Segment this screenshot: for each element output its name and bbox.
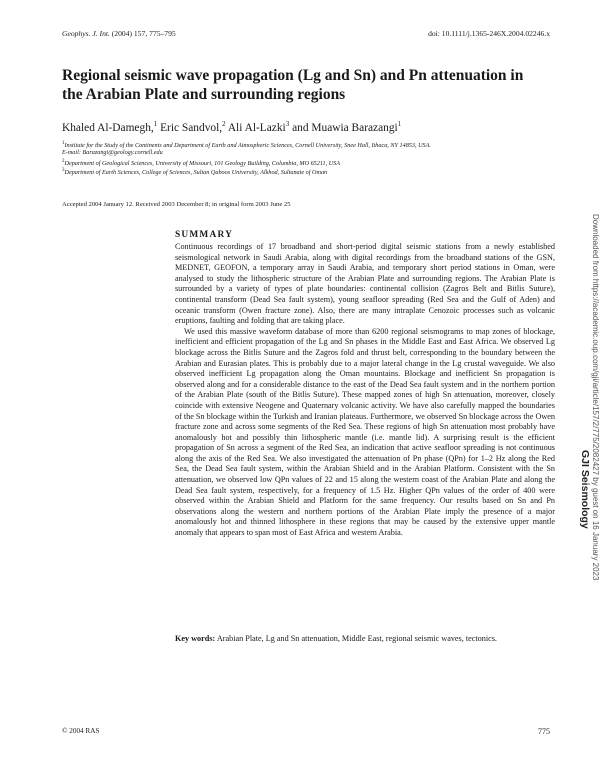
author-name: Khaled Al-Damegh,	[62, 121, 154, 134]
keywords-label: Key words:	[175, 634, 216, 643]
download-note[interactable]: Downloaded from https://academic.oup.com/gji/article/157/2/775/2082427 by guest on 16 January 2023	[591, 214, 600, 581]
paper-title: Regional seismic wave propagation (Lg and Sn) and Pn attenuation in the Arabian Plate and surrounding regions	[62, 67, 524, 103]
affiliation-mark: 3	[62, 168, 65, 173]
journal-citation: (2004) 157, 775–795	[111, 29, 176, 38]
contact-email[interactable]: E-mail: Barazangi@geology.cornell.edu	[62, 149, 163, 156]
affiliation	[62, 167, 327, 177]
abstract-paragraph: We used this massive waveform database of more than 6200 regional seismograms to map zones of blockage, inefficient and efficient propagation of the Lg and Sn phases in the Middle East and East Africa. We observed Lg blockage across the Bitlis Suture and the Zagros fold and thrust belt, corresponding to the boundary between the Arabian and Eurasian plates. This is probably due to a major lateral change in the Lg crustal waveguide. We also observed inefficient Lg propagation along the Oman mountains. Blockage and inefficient Sn propagation is observed along and for a considerable distance to the east of the Dead Sea fault system and in the northern portion of the Arabian Plate (south of the Bitlis Suture). These mapped zones of high Sn attenuation, moreover, closely coincide with extensive Neogene and Quaternary volcanic activity. We have also carefully mapped the boundaries of the Sn blockage within the Turkish and Iranian plateaus. Furthermore, we observed Sn blockage across the Owen fracture zone and across some segments of the Red Sea. These regions of high Sn attenuation most probably have anomalously hot and possibly thin lithospheric mantle (i.e. mantle lid). A surprising result is the efficient propagation of Sn across a segment of the Red Sea, an indication that active seafloor spreading is not continuous along the axis of the Red Sea. We also investigated the attenuation of Pn phase (QPn) for 1–2 Hz along the Red Sea, the Dead Sea fault system, within the Arabian Shield and in the Arabian Platform. Consistent with the Sn attenuation, we observed low QPn values of 22 and 15 along the western coast of the Arabian Plate and along the Dead Sea fault system, respectively, for a frequency of 1.5 Hz. Higher QPn values of the order of 400 were observed within the Arabian Shield and Platform for the same frequency. Our results based on Sn and Pn observations along the western and northern portions of the Arabian Plate imply the presence of a major anomalously hot and thinned lithosphere in these regions that may be caused by the extensive upper mantle anomaly that appears to span most of East Africa and western Arabia.	[175, 326, 555, 538]
author-name: and Muawia Barazangi	[292, 121, 398, 134]
abstract	[175, 242, 555, 539]
affiliation-text: Department of Geological Sciences, University of Missouri, 101 Geology Building, Columbia, MO 65211, USA	[64, 160, 341, 168]
affiliation-text: Institute for the Study of the Continents and Department of Earth and Atmospheric Sciences, Cornell University, Snee Hall, Ithaca, NY 14853, USA.	[64, 142, 431, 150]
author-name: Ali Al-Lazki	[227, 121, 286, 134]
copyright: © 2004 RAS	[62, 727, 100, 735]
download-sidebar	[568, 210, 600, 590]
journal-name: Geophys. J. Int.	[62, 29, 110, 38]
author-affiliation-mark: 3	[285, 120, 290, 128]
doi[interactable]: doi: 10.1111/j.1365-246X.2004.02246.x	[428, 29, 550, 38]
keywords-text: Arabian Plate, Lg and Sn attenuation, Middle East, regional seismic waves, tectonics.	[216, 634, 497, 643]
received-dates: Accepted 2004 January 12. Received 2003 December 8; in original form 2003 June 25	[62, 201, 291, 208]
affiliation-mark: 2	[62, 159, 65, 164]
author-list	[62, 120, 401, 134]
author-name: Eric Sandvol,	[160, 121, 223, 134]
summary-heading: SUMMARY	[175, 230, 234, 240]
abstract-paragraph: Continuous recordings of 17 broadband and short-period digital seismic stations from a newly established seismological network in Saudi Arabia, along with digital recordings from the broadband stations of the GSN, MEDNET, GEOFON, a temporary array in Saudi Arabia, and temporary short period stations in Oman, were analysed to study the lithospheric structure of the Arabian Plate and surrounding regions. The Arabian Plate is surrounded by a variety of types of plate boundaries: continental collision (Zagros Belt and Bitlis Suture), continental transform (Dead Sea fault system), young seafloor spreading (Red Sea and the Gulf of Aden) and oceanic transform (Owen fracture zone). Also, there are many intraplate Cenozoic processes such as volcanic eruptions, faulting and folding that are taking place.	[175, 242, 555, 326]
section-logo: GJI Seismology	[579, 450, 591, 529]
journal-header	[62, 29, 176, 38]
keywords	[175, 634, 555, 645]
affiliation-mark: 1	[62, 141, 65, 146]
page-number: 775	[538, 727, 550, 736]
author-affiliation-mark: 1	[397, 120, 402, 128]
author-affiliation-mark: 2	[222, 120, 226, 128]
affiliation-text: Department of Earth Sciences, College of Sciences, Sultan Qaboos University, Alkhod, Sultanate of Oman	[64, 169, 328, 177]
author-affiliation-mark: 1	[153, 120, 158, 128]
